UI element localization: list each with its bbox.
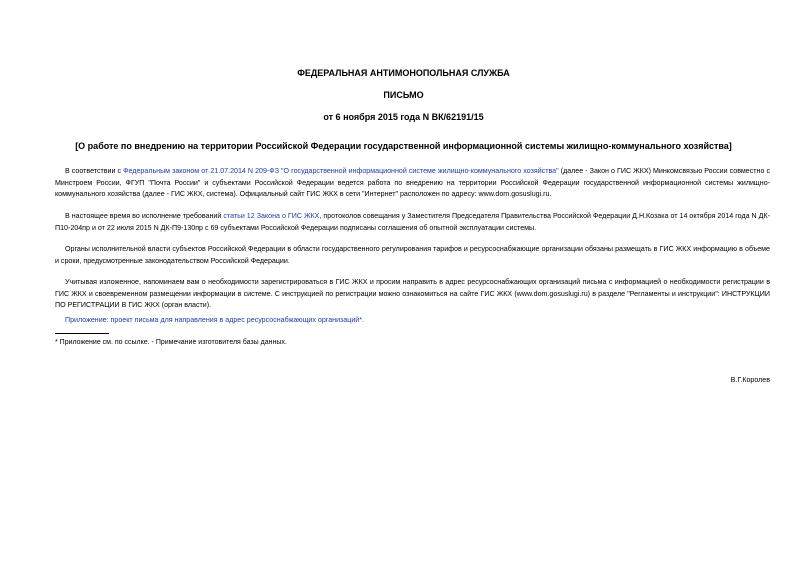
paragraph-2-text-after: , протоколов совещания у Заместителя Председателя Правительства Российской Федерации Д.Н.Козака от 14 октября 2014 года N ДК-П10-204пр и от 22 июля 2015 N ДК-П9-130пр с 69 субъектами Российской Федерации подписаны соглашения об опытной эксплуатации системы. — [55, 212, 770, 232]
paragraph-2-text-before: В настоящее время во исполнение требований — [65, 212, 224, 220]
paragraph-3: Органы исполнительной власти субъектов Российской Федерации в области государственного регулирования тарифов и ресурсоснабжающие организации обязаны размещать в ГИС ЖКХ информацию в объеме и сроки, предусмотренные законодательством Российской Федерации. — [55, 245, 770, 265]
paragraph-1 — [55, 166, 770, 201]
footnote-text: * Приложение см. по ссылке. - Примечание изготовителя базы данных. — [55, 339, 287, 346]
paragraph-4: Учитывая изложенное, напоминаем вам о необходимости зарегистрироваться в ГИС ЖКХ и просим направить в адрес ресурсоснабжающих организаций письма с информацией о необходимости регистрации в ГИС ЖКХ и своевременном размещении информации в системе. С инструкцией по регистрации можно ознакомиться на сайте ГИС ЖКХ (www.dom.gosuslugi.ru) в разделе "Регламенты и инструкции": ИНСТРУКЦИИ ПО РЕГИСТРАЦИИ В ГИС ЖКХ (орган власти). — [55, 278, 770, 309]
paragraph-2 — [55, 211, 770, 234]
federal-law-link[interactable]: Федеральным законом от 21.07.2014 N 209-ФЗ "О государственной информационной системе жилищно-коммунального хозяйства" — [123, 167, 559, 175]
paragraph-1-text-before: В соответствии с — [65, 167, 124, 175]
paragraph-1-text-after: (далее - Закон о ГИС ЖКХ) Минкомсвязью России совместно с Минстроем России, ФГУП "Почта России" и субъектами Российской Федерации ведется работа по внедрению на территории Российской Федерации государственной информационной системы жилищно-коммунального хозяйства (далее - ГИС ЖКХ, система). Официальный сайт ГИС ЖКХ в сети "Интернет" расположен по адресу: www.dom.gosuslugi.ru. — [55, 167, 771, 198]
document-title: [О работе по внедрению на территории Российской Федерации государственной информационной системы жилищно-коммунального хозяйства] — [75, 141, 732, 151]
document-type: ПИСЬМО — [383, 90, 424, 100]
attachment-paragraph — [55, 315, 770, 327]
signature: В.Г.Королев — [730, 376, 770, 384]
attachment-link[interactable]: Приложение: проект письма для направления в адрес ресурсоснабжающих организаций*. — [65, 316, 364, 324]
document-date-number: от 6 ноября 2015 года N ВК/62191/15 — [323, 112, 484, 122]
agency-name: ФЕДЕРАЛЬНАЯ АНТИМОНОПОЛЬНАЯ СЛУЖБА — [297, 68, 510, 78]
footnote-divider — [55, 333, 109, 334]
article-12-link[interactable]: статьи 12 Закона о ГИС ЖКХ — [223, 212, 320, 220]
